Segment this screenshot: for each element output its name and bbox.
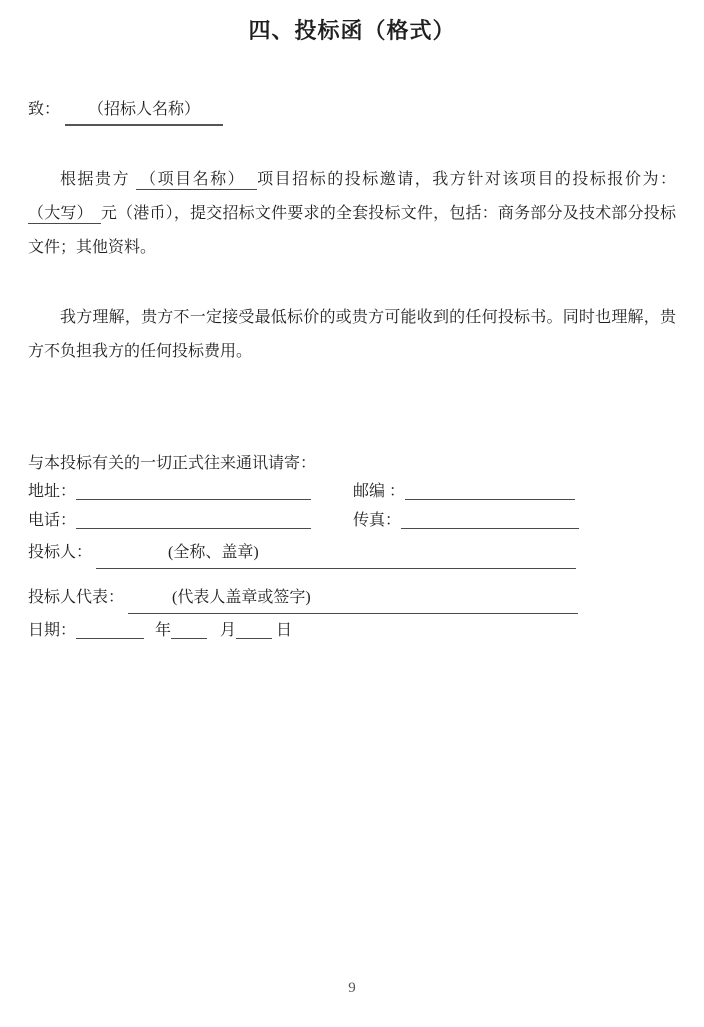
bidder-signature-line — [96, 541, 576, 569]
salutation-row — [28, 98, 223, 126]
representative-row — [28, 586, 578, 614]
phone-fax-row — [28, 509, 579, 533]
para1-middle-text: 项目招标的投标邀请，我方针对该项目的投标报价为： — [257, 171, 676, 188]
phone-label: 电话： — [28, 512, 77, 529]
address-label: 地址： — [28, 483, 77, 500]
page-number: 9 — [348, 980, 356, 996]
representative-note: (代表人盖章或签字) — [172, 589, 311, 606]
phone-blank — [76, 512, 311, 529]
address-blank — [76, 483, 311, 500]
month-label: 月 — [220, 622, 237, 639]
year-label: 年 — [155, 622, 172, 639]
postcode-blank — [405, 483, 575, 500]
project-name-blank: （项目名称） — [136, 171, 257, 190]
postcode-label: 邮编 ： — [353, 483, 406, 500]
bidder-row — [28, 541, 576, 569]
bidder-note: (全称、盖章) — [168, 544, 259, 561]
para1-tail-text: 元（港币），提交招标文件要求的全套投标文件，包括：商务部分及技术部分投标文件；其他资料。 — [28, 205, 676, 256]
date-blank — [76, 622, 144, 639]
salutation-label: 致： — [28, 101, 61, 118]
date-row — [28, 619, 292, 643]
fax-label: 传真： — [353, 512, 402, 529]
recipient-name-blank: （招标人名称） — [65, 98, 223, 126]
fax-blank — [401, 512, 579, 529]
year-blank — [171, 622, 207, 639]
representative-signature-line — [128, 586, 578, 614]
para1-lead-text: 根据贵方 — [60, 171, 131, 188]
address-postcode-row — [28, 480, 575, 504]
page-title: 四、投标函（格式） — [248, 18, 456, 43]
month-blank — [236, 622, 272, 639]
understanding-paragraph: 我方理解，贵方不一定接受最低标价的或贵方可能收到的任何投标书。同时也理解，贵方不负担我方的任何投标费用。 — [28, 309, 676, 360]
contact-heading: 与本投标有关的一切正式往来通讯请寄： — [28, 455, 317, 472]
bidder-label: 投标人： — [28, 544, 93, 561]
day-label: 日 — [276, 622, 293, 639]
date-label: 日期： — [28, 622, 77, 639]
bid-amount-blank: （大写） — [28, 205, 101, 224]
bid-offer-paragraph — [28, 163, 676, 265]
representative-label: 投标人代表： — [28, 589, 125, 606]
